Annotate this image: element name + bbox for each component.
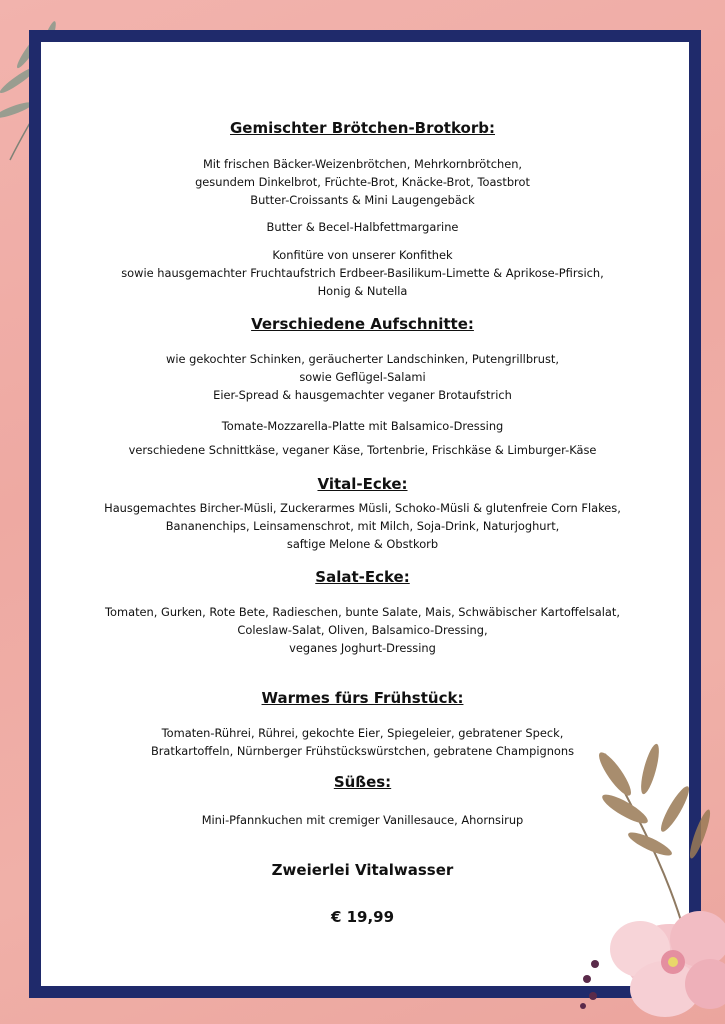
menu-line: verschiedene Schnittkäse, veganer Käse, Tortenbrie, Frischkäse & Limburger-Käse <box>128 443 597 457</box>
menu-line: saftige Melone & Obstkorb <box>286 537 439 551</box>
menu-line: Butter-Croissants & Mini Laugengebäck <box>250 193 475 207</box>
menu-line: gesundem Dinkelbrot, Früchte-Brot, Knäcke-Brot, Toastbrot <box>195 175 530 189</box>
section-heading: Gemischter Brötchen-Brotkorb: <box>230 119 495 137</box>
price-label: € 19,99 <box>330 908 395 926</box>
menu-line: Mit frischen Bäcker-Weizenbrötchen, Mehrkornbrötchen, <box>202 157 523 171</box>
pink-flower-icon <box>575 734 725 1024</box>
menu-line: Coleslaw-Salat, Oliven, Balsamico-Dressing, <box>237 623 488 637</box>
menu-line: sowie Geflügel-Salami <box>299 370 426 384</box>
menu-line: veganes Joghurt-Dressing <box>289 641 436 655</box>
section-heading: Süßes: <box>333 773 392 791</box>
menu-line: Tomate-Mozzarella-Platte mit Balsamico-Dressing <box>221 419 504 433</box>
menu-line: Bratkartoffeln, Nürnberger Frühstückswürstchen, gebratene Champignons <box>150 744 575 758</box>
menu-line: Tomaten, Gurken, Rote Bete, Radieschen, bunte Salate, Mais, Schwäbischer Kartoffelsalat, <box>105 605 620 619</box>
menu-line: Eier-Spread & hausgemachter veganer Brotaufstrich <box>213 388 512 402</box>
menu-line: Bananenchips, Leinsamenschrot, mit Milch, Soja-Drink, Naturjoghurt, <box>165 519 560 533</box>
menu-line: Konfitüre von unserer Konfithek <box>272 248 453 262</box>
menu-line: Butter & Becel-Halbfettmargarine <box>266 220 459 234</box>
menu-line: Mini-Pfannkuchen mit cremiger Vanillesauce, Ahornsirup <box>201 813 524 827</box>
section-heading: Salat-Ecke: <box>315 568 410 586</box>
section-heading: Vital-Ecke: <box>317 475 408 493</box>
menu-line: sowie hausgemachter Fruchtaufstrich Erdbeer-Basilikum-Limette & Aprikose-Pfirsich, <box>121 266 604 280</box>
menu-line: Hausgemachtes Bircher-Müsli, Zuckerarmes Müsli, Schoko-Müsli & glutenfreie Corn Flakes, <box>104 501 621 515</box>
section-heading: Verschiedene Aufschnitte: <box>251 315 474 333</box>
menu-line: Honig & Nutella <box>317 284 408 298</box>
menu-line: Tomaten-Rührei, Rührei, gekochte Eier, Spiegeleier, gebratener Speck, <box>161 726 564 740</box>
menu-line: wie gekochter Schinken, geräucherter Landschinken, Putengrillbrust, <box>166 352 559 366</box>
drink-label: Zweierlei Vitalwasser <box>271 861 454 879</box>
section-heading: Warmes fürs Frühstück: <box>261 689 464 707</box>
